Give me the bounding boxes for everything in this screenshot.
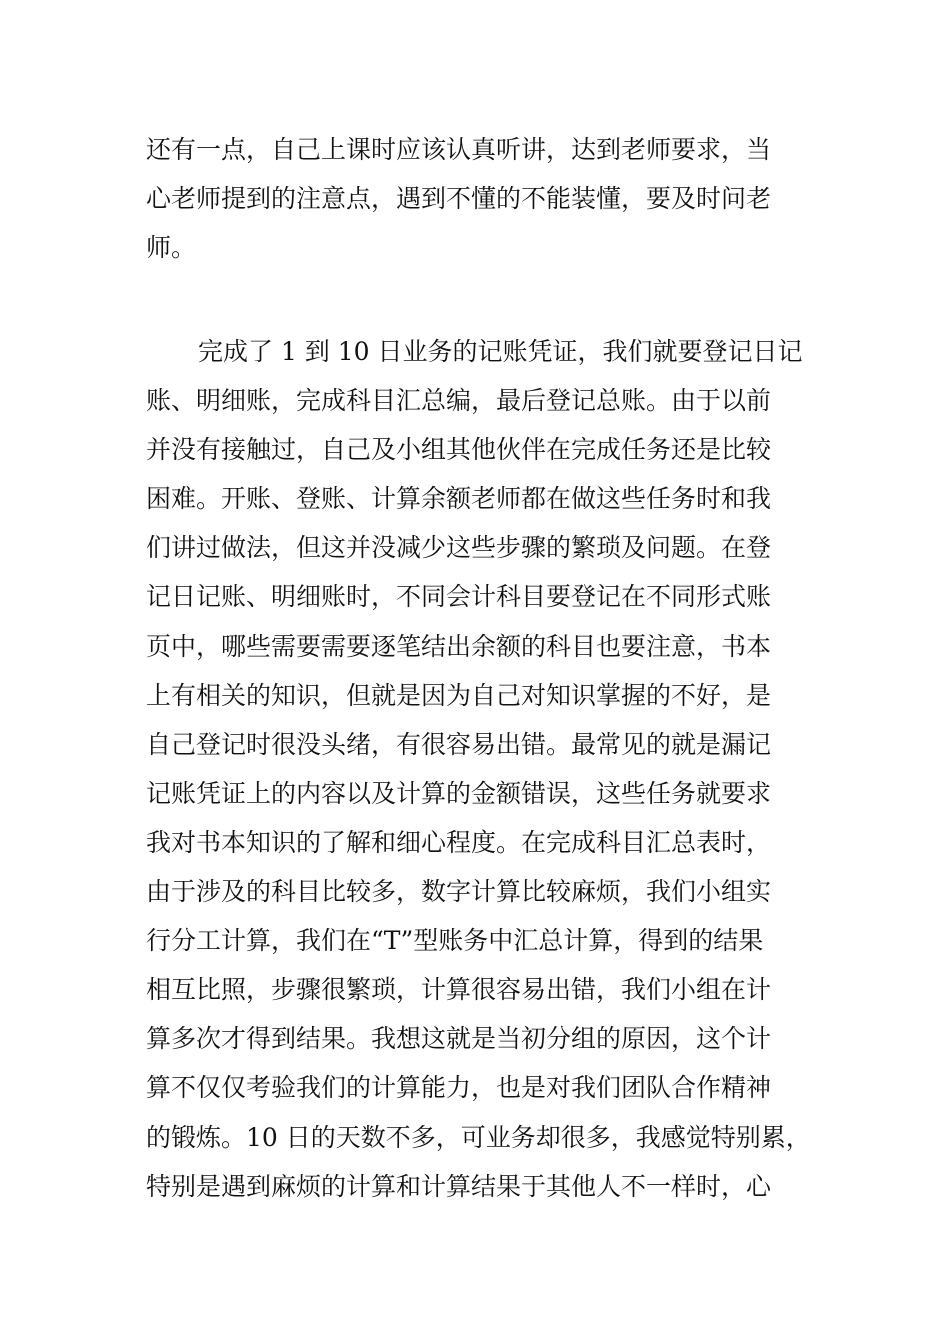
text-line: 心老师提到的注意点，遇到不懂的不能装懂，要及时问老 [146, 184, 772, 214]
text-line: 上有相关的知识，但就是因为自己对知识掌握的不好，是 [146, 680, 772, 710]
text-line: 记账凭证上的内容以及计算的金额错误，这些任务就要求 [146, 778, 772, 808]
text-line: 还有一点，自己上课时应该认真听讲，达到老师要求，当 [146, 135, 772, 164]
text-line: 的锻炼。10 日的天数不多，可业务却很多，我感觉特别累， [146, 1122, 811, 1152]
text-line: 由于涉及的科目比较多，数字计算比较麻烦，我们小组实 [146, 877, 772, 907]
text-line: 困难。开账、登账、计算余额老师都在做这些任务时和我 [146, 484, 772, 514]
text-line: 算多次才得到结果。我想这就是当初分组的原因，这个计 [146, 1024, 772, 1054]
text-line: 自己登记时很没头绪，有很容易出错。最常见的就是漏记 [146, 729, 772, 759]
text-line: 算不仅仅考验我们的计算能力，也是对我们团队合作精神 [146, 1073, 772, 1103]
text-line: 特别是遇到麻烦的计算和计算结果于其他人不一样时，心 [146, 1171, 772, 1201]
text-line: 记日记账、明细账时，不同会计科目要登记在不同形式账 [146, 582, 772, 612]
text-line: 我对书本知识的了解和细心程度。在完成科目汇总表时， [146, 827, 772, 857]
text-line: 师。 [146, 233, 197, 263]
text-line: 页中，哪些需要需要逐笔结出余额的科目也要注意，书本 [146, 631, 772, 661]
paragraph-1 [146, 125, 826, 272]
text-line: 们讲过做法，但这并没减少这些步骤的繁琐及问题。在登 [146, 533, 772, 563]
text-line: 并没有接触过，自己及小组其他伙伴在完成任务还是比较 [146, 435, 772, 465]
text-line: 完成了 1 到 10 日业务的记账凭证，我们就要登记日记 [198, 337, 803, 366]
paragraph-2 [146, 327, 826, 1211]
text-line: 行分工计算，我们在“T”型账务中汇总计算，得到的结果 [146, 926, 764, 956]
text-line: 相互比照，步骤很繁琐，计算很容易出错，我们小组在计 [146, 975, 772, 1005]
text-line: 账、明细账，完成科目汇总编，最后登记总账。由于以前 [146, 386, 772, 416]
